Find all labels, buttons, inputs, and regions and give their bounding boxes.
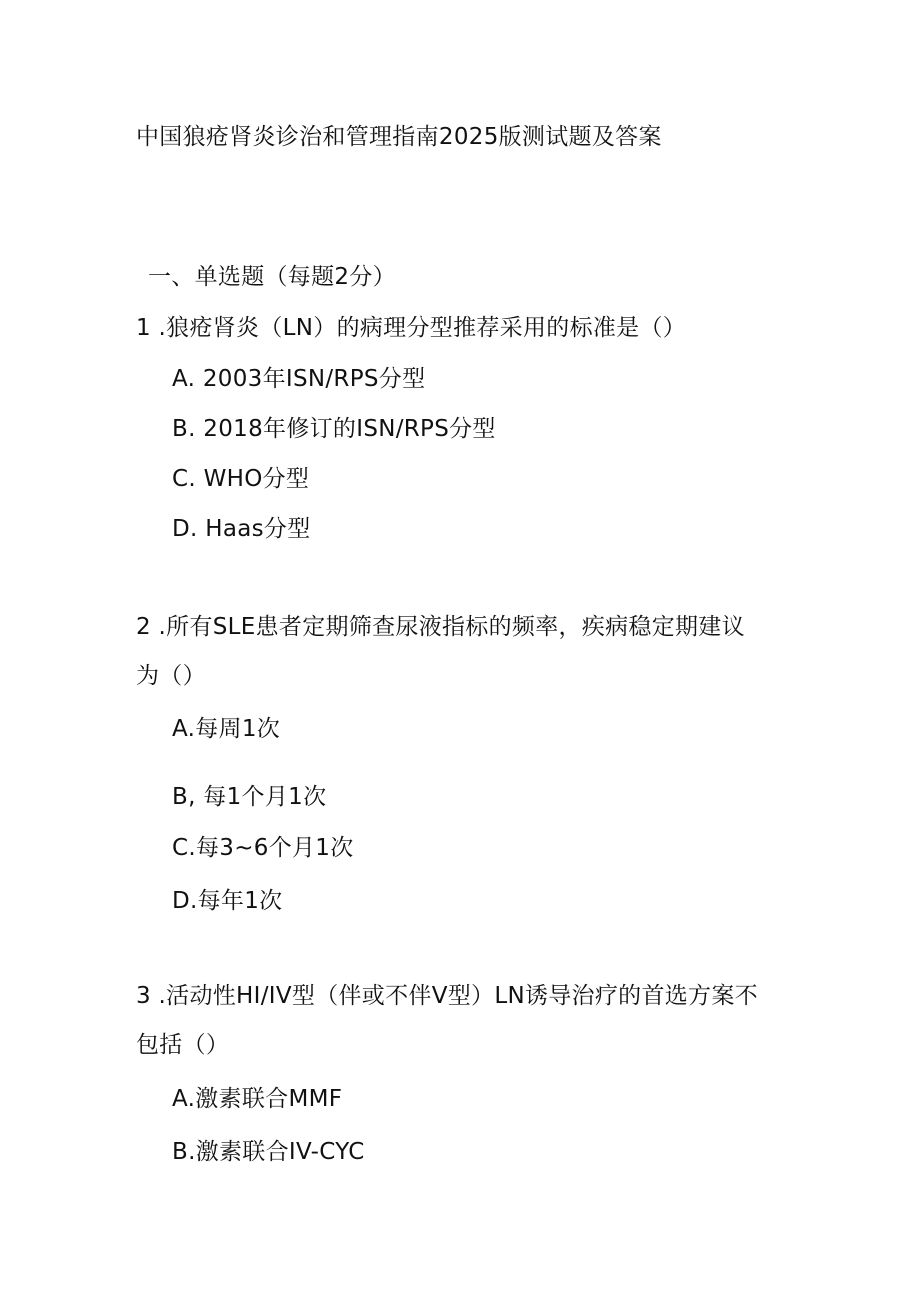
question-2-stem-line-2: 为（） — [136, 663, 206, 689]
question-1-option-d: D. Haas分型 — [172, 516, 311, 542]
section-heading: 一、单选题（每题2分） — [148, 264, 396, 290]
question-2-stem-line-1: 2 .所有SLE患者定期筛查尿液指标的频率，疾病稳定期建议 — [136, 614, 745, 640]
document-title: 中国狼疮肾炎诊治和管理指南2025版测试题及答案 — [136, 124, 662, 150]
question-3-option-b: B.激素联合IV-CYC — [172, 1139, 365, 1165]
question-3-stem-line-1: 3 .活动性HI/IV型（伴或不伴V型）LN诱导治疗的首选方案不 — [136, 983, 758, 1009]
question-1-option-a: A. 2003年ISN/RPS分型 — [172, 366, 426, 392]
question-1-option-c: C. WHO分型 — [172, 466, 310, 492]
question-1-option-b: B. 2018年修订的ISN/RPS分型 — [172, 416, 496, 442]
question-3-stem-line-2: 包括（） — [136, 1032, 230, 1058]
question-1-stem: 1 .狼疮肾炎（LN）的病理分型推荐采用的标准是（） — [136, 315, 687, 341]
question-2-option-a: A.每周1次 — [172, 716, 281, 742]
question-2-option-c: C.每3~6个月1次 — [172, 835, 354, 861]
question-2-option-b: B, 每1个月1次 — [172, 784, 327, 810]
question-2-option-d: D.每年1次 — [172, 888, 283, 914]
question-3-option-a: A.激素联合MMF — [172, 1086, 343, 1112]
